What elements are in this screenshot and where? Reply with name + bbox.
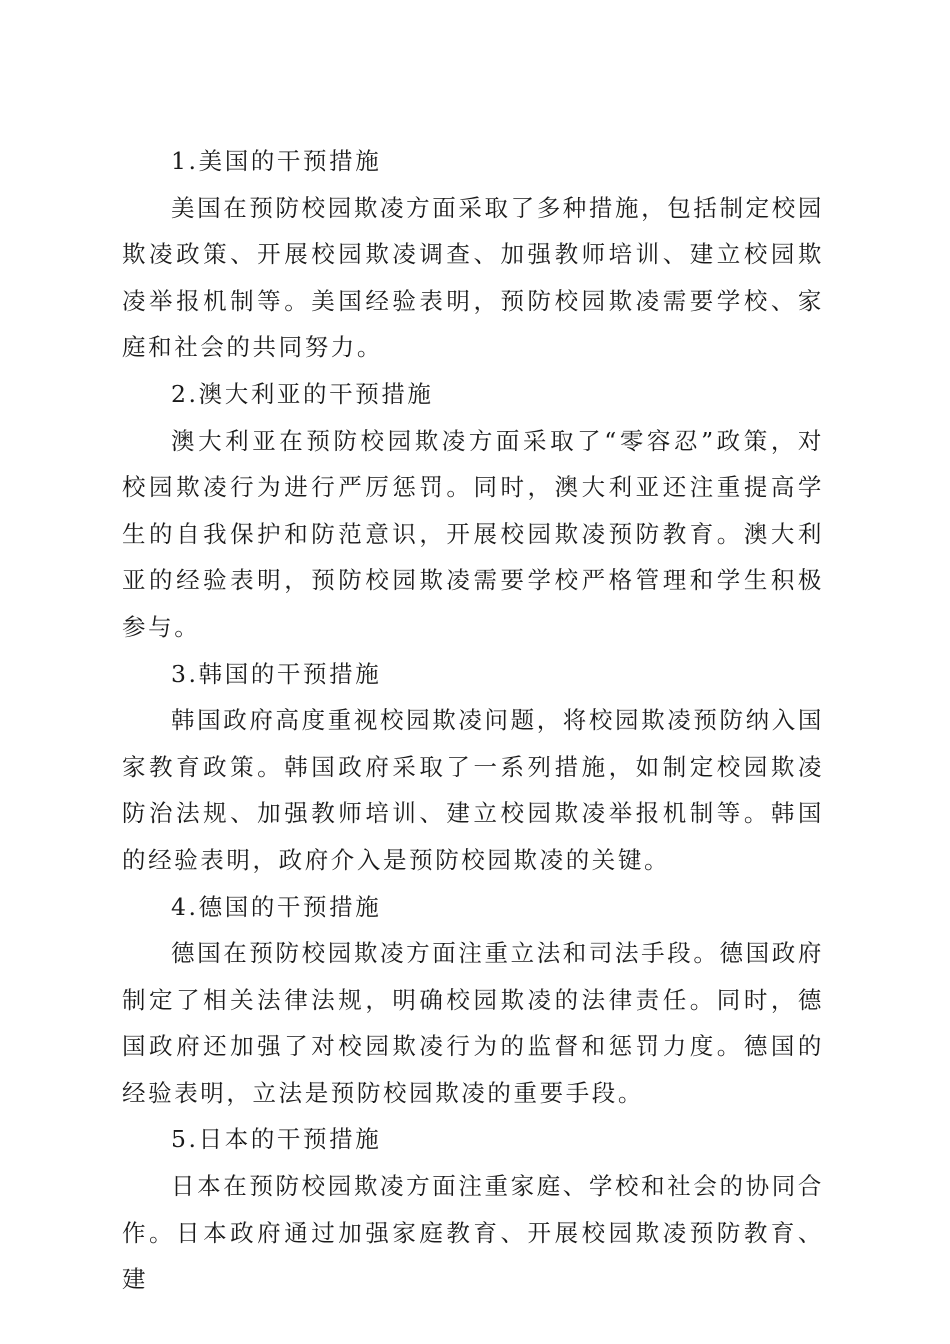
section-germany (122, 884, 824, 1117)
section-paragraph: 韩国政府高度重视校园欺凌问题，将校园欺凌预防纳入国家教育政策。韩国政府采取了一系列措施，如制定校园欺凌防治法规、加强教师培训、建立校园欺凌举报机制等。韩国的经验表明，政府介入是预防校园欺凌的关键。 (122, 706, 824, 874)
section-heading: 1.美国的干预措施 (171, 147, 382, 175)
section-paragraph: 德国在预防校园欺凌方面注重立法和司法手段。德国政府制定了相关法律法规，明确校园欺凌的法律责任。同时，德国政府还加强了对校园欺凌行为的监督和惩罚力度。德国的经验表明，立法是预防校园欺凌的重要手段。 (122, 939, 824, 1107)
section-heading: 2.澳大利亚的干预措施 (171, 379, 434, 408)
section-korea (122, 651, 824, 884)
section-paragraph: 美国在预防校园欺凌方面采取了多种措施，包括制定校园欺凌政策、开展校园欺凌调查、加强教师培训、建立校园欺凌举报机制等。美国经验表明，预防校园欺凌需要学校、家庭和社会的共同努力。 (122, 193, 824, 362)
section-paragraph: 澳大利亚在预防校园欺凌方面采取了“零容忍”政策，对校园欺凌行为进行严厉惩罚。同时，澳大利亚还注重提高学生的自我保护和防范意识，开展校园欺凌预防教育。澳大利亚的经验表明，预防校园欺凌需要学校严格管理和学生积极参与。 (122, 426, 824, 641)
document-body (122, 138, 824, 1303)
section-usa (122, 138, 824, 371)
section-heading: 5.日本的干预措施 (171, 1125, 382, 1154)
section-australia (122, 371, 824, 651)
section-heading: 3.韩国的干预措施 (171, 659, 382, 688)
section-heading: 4.德国的干预措施 (171, 892, 382, 921)
section-paragraph: 日本在预防校园欺凌方面注重家庭、学校和社会的协同合作。日本政府通过加强家庭教育、开展校园欺凌预防教育、建 (122, 1172, 824, 1294)
section-japan (122, 1116, 824, 1302)
